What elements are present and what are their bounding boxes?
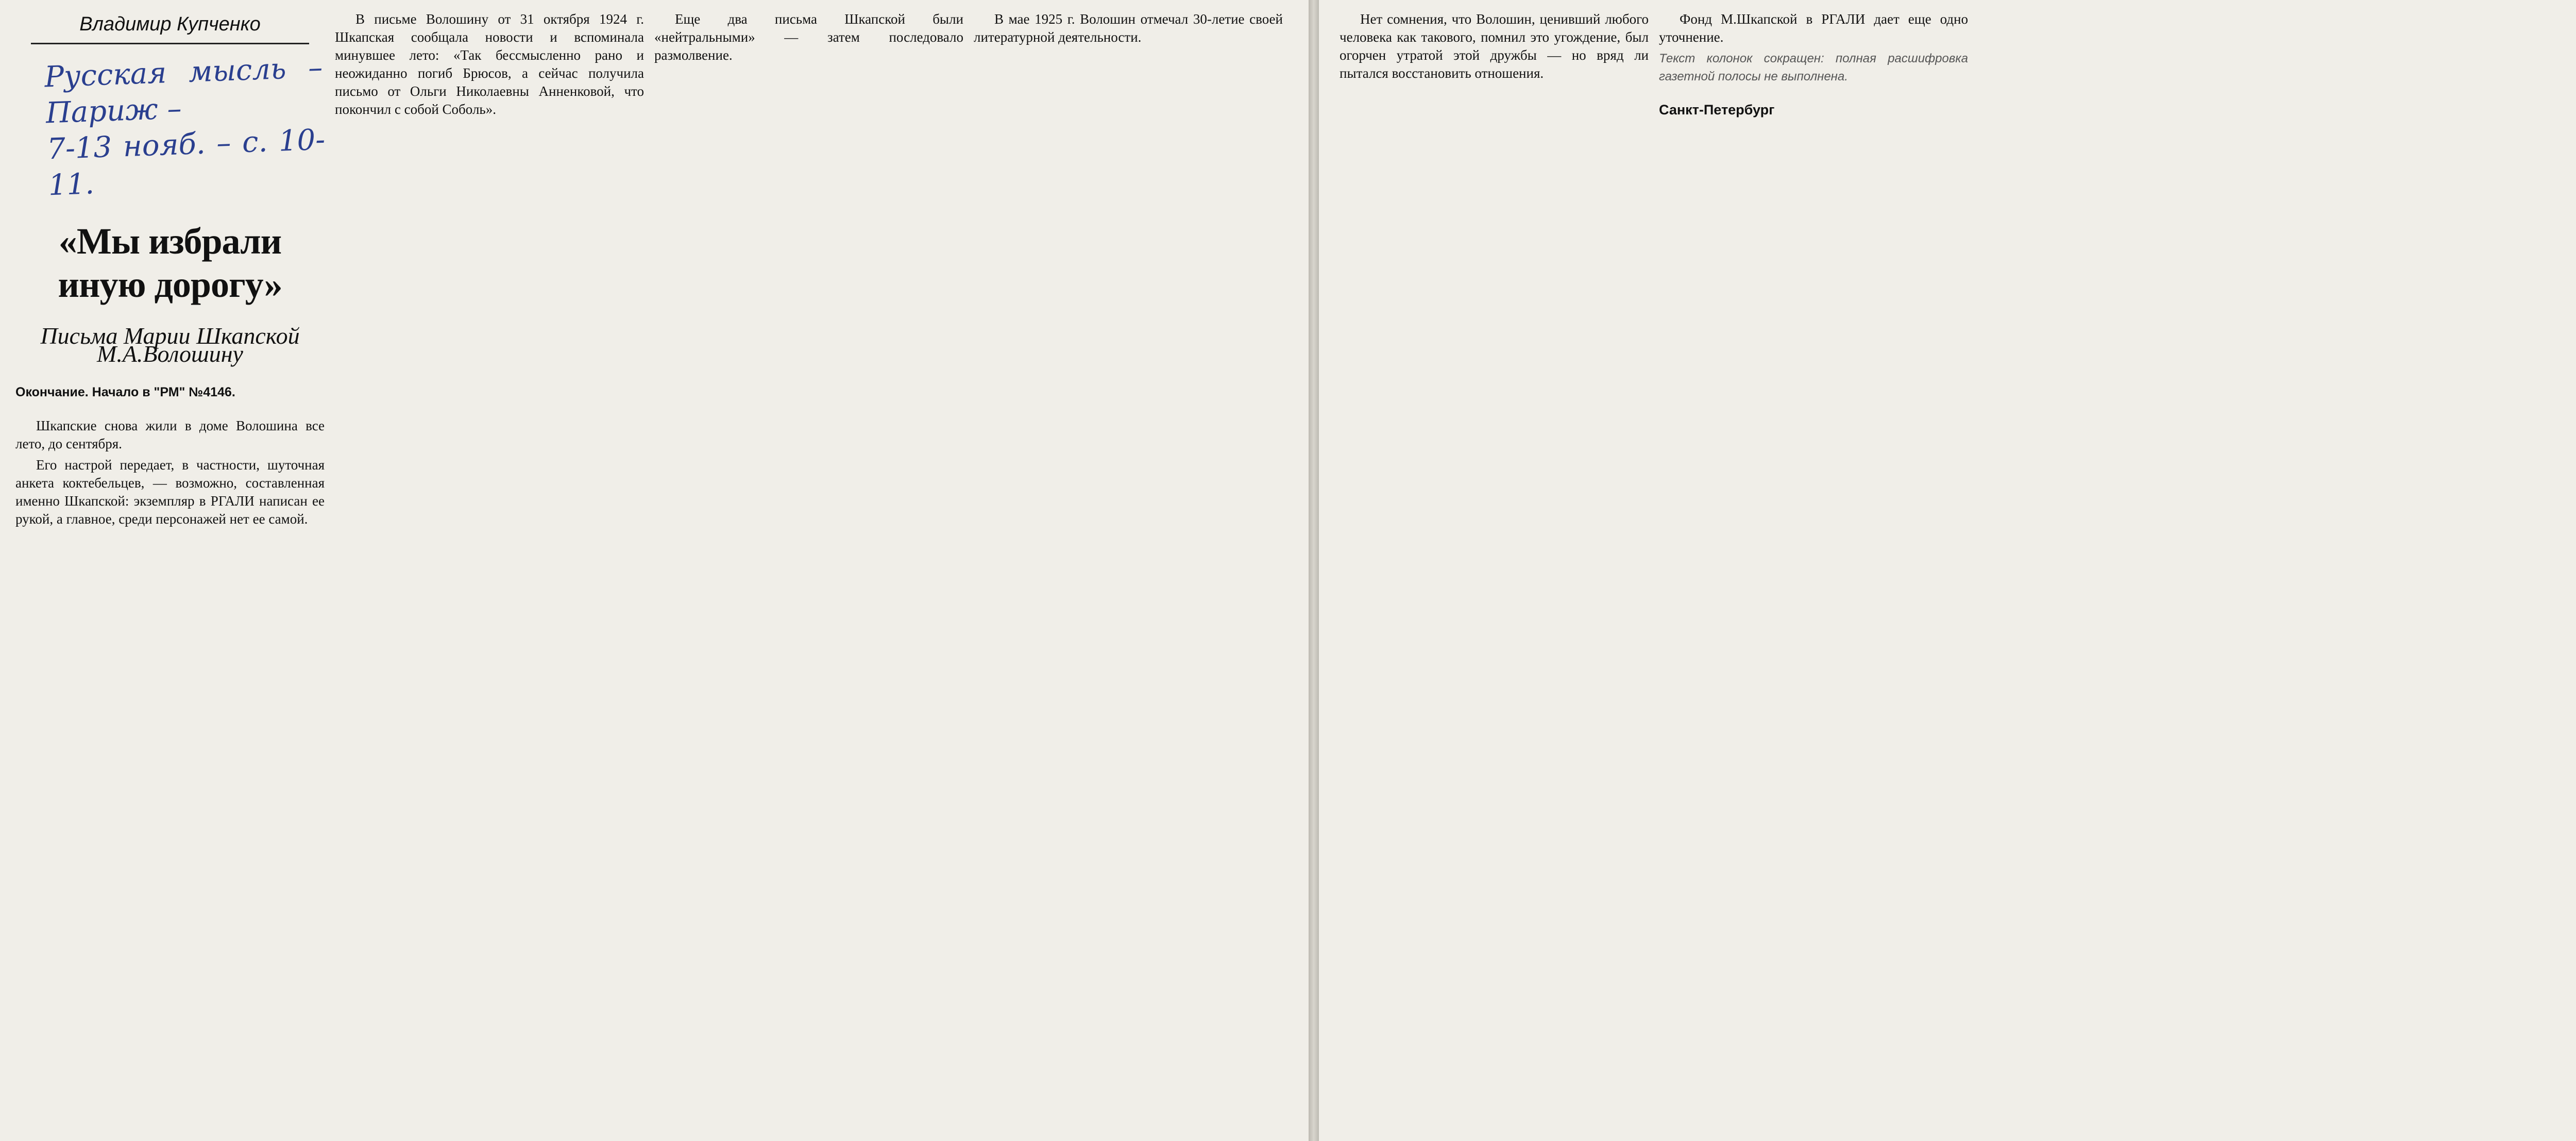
- dateline: Санкт-Петербург: [1659, 102, 1775, 118]
- paragraph: Нет сомнения, что Волошин, ценивший любого человека как такового, помнил это угождение, был огорчен утратой этой дружбы — но вряд ли пытался восстановить отношения.: [1340, 11, 1649, 81]
- handwritten-note: [44, 50, 327, 204]
- handwritten-note-line: Русская мысль – Париж –: [44, 51, 324, 130]
- author-name: Владимир Купченко: [79, 13, 261, 35]
- column-1: [15, 10, 325, 531]
- column-4: [974, 10, 1283, 49]
- right-page: [1319, 0, 2576, 1141]
- article-title: «Мы избрали иную дорогу»: [58, 221, 282, 305]
- paragraph: Еще два письма Шкапской были «нейтральными» — затем последовало размолвение.: [654, 11, 963, 63]
- abridgment-note: Текст колонок сокращен: полная расшифровка газетной полосы не выполнена.: [1659, 52, 1968, 83]
- continuation-note: Окончание. Начало в "РМ" №4146.: [15, 385, 235, 399]
- page-gutter: [1309, 0, 1319, 1141]
- paragraph: Фонд М.Шкапской в РГАЛИ дает еще одно уточнение.: [1659, 11, 1968, 45]
- paragraph: Шкапские снова жили в доме Волошина все лето, до сентября.: [15, 418, 325, 451]
- paragraph: В письме Волошину от 31 октября 1924 г. Шкапская сообщала новости и вспоминала минувшее лето: «Так бессмысленно рано и неожиданно погиб Брюсов, а сейчас получила письмо от Ольги Николаевны Анненковой, что покончил с собой Соболь».: [335, 11, 644, 117]
- column-5: [1340, 10, 1649, 86]
- column-6: [1659, 10, 1968, 119]
- paragraph: Его настрой передает, в частности, шуточная анкета коктебельцев, — возможно, составленная именно Шкапской: экземпляр в РГАЛИ написан ее рукой, а главное, среди персонажей нет ее самой.: [15, 457, 325, 527]
- column-2: [335, 10, 644, 122]
- handwritten-note-line: 7-13 нояб. – с. 10-11.: [46, 123, 326, 203]
- author-rule: [31, 43, 309, 44]
- column-3: [654, 10, 963, 68]
- paragraph: В мае 1925 г. Волошин отмечал 30-летие своей литературной деятельности.: [974, 11, 1283, 45]
- article-subtitle: Письма Марии Шкапской М.А.Волошину: [40, 323, 300, 367]
